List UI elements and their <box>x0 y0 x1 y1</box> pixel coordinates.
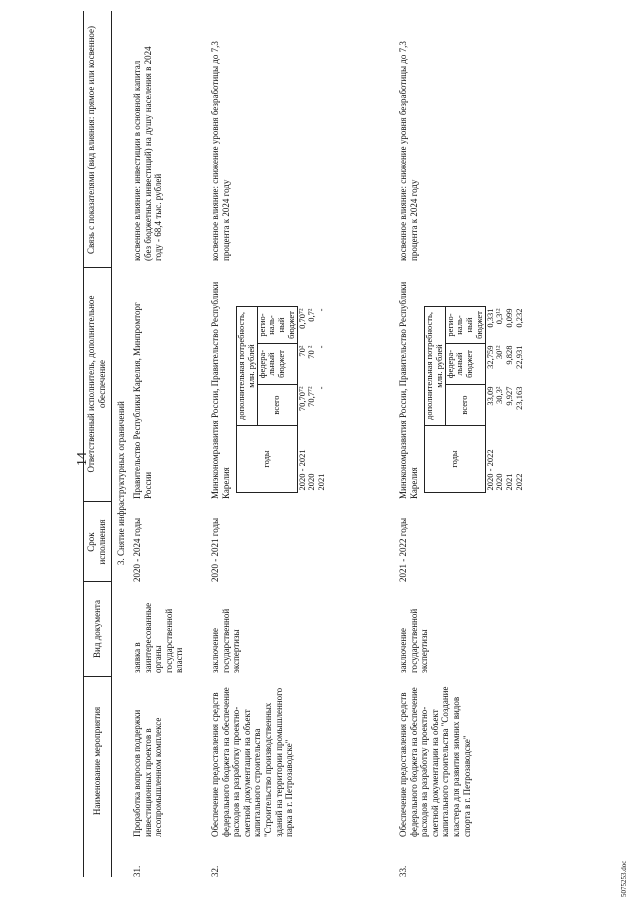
fin-regional: - <box>316 308 327 312</box>
header-name: Наименование мероприятия <box>92 706 102 816</box>
fin-federal: - <box>316 345 327 349</box>
header-doc-type: Вид документа <box>92 600 102 658</box>
fin-regional-header: регио- наль- ный бюджет <box>257 307 297 344</box>
footer-code: 5075253.doc <box>620 860 628 897</box>
fin-regional: 0,099 <box>504 308 515 328</box>
fin-total: - <box>316 386 327 390</box>
row-31-link: косвенное влияние: инвестиции в основной капитал (без бюджетных инвестиций) на душу населения в 2024 году - 68,4 тыс. рублей <box>132 46 164 261</box>
fin-total: 70,70⁷² <box>296 386 307 412</box>
fin-total: 30,3² <box>494 386 505 404</box>
table-row <box>307 307 317 493</box>
row-33-name: Обеспечение предоставления средств федерального бюджета на обеспечение расходов на разработку проектно-сметной документации на объект капитального строительства "Создание кластера для развития зимних видов спорта в г. Петрозаводске" <box>398 686 472 837</box>
header-executor: Ответственный исполнитель, дополнительное обеспечение <box>86 295 107 473</box>
fin-years-header: годы <box>237 426 298 493</box>
fin-regional: 0,7² <box>306 308 317 322</box>
header-bottom-border <box>111 11 112 877</box>
fin-total-header: всего <box>257 385 297 426</box>
fin-total-header: всего <box>445 385 485 426</box>
fin-federal: 9,828 <box>504 345 515 365</box>
row-33-term: 2021 - 2022 годы <box>398 517 408 582</box>
row-32-link: косвенное влияние: снижение уровня безработицы до 7,3 процента к 2024 году <box>210 41 231 261</box>
fin-total: 9,927 <box>504 386 515 406</box>
row-33-number: 33. <box>398 865 408 877</box>
fin-federal-header: федера- льный бюджет <box>445 344 485 385</box>
fin-regional: 0,70⁷² <box>296 308 307 329</box>
fin-total: 70,7⁷² <box>306 386 317 407</box>
fin-year: 2020 <box>494 473 505 491</box>
fin-federal: 32,759 <box>484 345 495 369</box>
row-31-term: 2020 - 2024 годы <box>132 517 142 582</box>
fin-total: 23,163 <box>513 386 524 410</box>
header-link: Связь с показателями (вид влияния: прямое или косвенное) <box>86 25 96 255</box>
table-row <box>515 307 525 493</box>
fin-regional: 0,3¹² <box>494 308 505 325</box>
row-31-name: Проработка вопросов поддержки инвестиционных проектов в лесопромышленном комплексе <box>132 709 164 837</box>
fin-year: 2020 - 2022 <box>484 449 495 491</box>
row-32-term: 2020 - 2021 годы <box>210 517 220 582</box>
row-32-number: 32. <box>210 865 220 877</box>
row-31-number: 31. <box>132 865 142 877</box>
section-title: 3. Снятие инфраструктурных ограничений <box>116 401 126 565</box>
fin-regional-header: регио- наль- ный бюджет <box>445 307 485 344</box>
fin-regional: 0,232 <box>513 308 524 328</box>
fin-extra-header: дополнительная потребность, млн. рублей <box>237 307 258 426</box>
row-33-executor: Минэкономразвития России, Правительство Республики Карелия <box>398 281 419 499</box>
fin-federal: 70² <box>296 345 307 357</box>
row-31-doc: заявка в заинтересованные органы государственной власти <box>132 602 185 673</box>
fin-extra-header: дополнительная потребность, млн. рублей <box>425 307 446 426</box>
fin-total: 33,09 <box>484 386 495 406</box>
fin-federal-header: федера- льный бюджет <box>257 344 297 385</box>
fin-federal: 30¹² <box>494 345 505 360</box>
row-33-finance-table <box>424 306 525 493</box>
col-divider-2 <box>83 581 111 582</box>
row-33-link: косвенное влияние: снижение уровня безработицы до 7,3 процента к 2024 году <box>398 41 419 261</box>
fin-regional: 0,331 <box>484 308 495 328</box>
page-number: 14 <box>75 452 90 466</box>
col-divider-4 <box>83 267 111 268</box>
fin-year: 2021 <box>316 473 327 491</box>
row-32-executor: Минэкономразвития России, Правительство Республики Карелия <box>210 281 231 499</box>
fin-federal: 22,931 <box>513 345 524 369</box>
fin-years-header: годы <box>425 426 486 493</box>
row-33-doc: заключение государственной экспертизы <box>398 608 430 673</box>
fin-year: 2021 <box>504 473 515 491</box>
header-deadline: Срок исполнения <box>86 519 107 565</box>
table-row <box>317 307 327 493</box>
row-31-executor: Правительство Республики Карелия, Минпромторг России <box>132 302 153 499</box>
table-top-border <box>83 11 84 877</box>
fin-year: 2020 - 2021 <box>296 449 307 491</box>
row-32-name: Обеспечение предоставления средств федерального бюджета на обеспечение расходов на разработку проектно-сметной документации на объект капитального строительства "Строительство производственных зданий на территории промышленного парка в г. Петрозаводске" <box>210 687 295 837</box>
fin-year: 2020 <box>306 473 317 491</box>
fin-year: 2022 <box>513 473 524 491</box>
fin-federal: 70 ² <box>306 345 317 359</box>
row-32-doc: заключение государственной экспертизы <box>210 608 242 673</box>
col-divider-3 <box>83 501 111 502</box>
row-32-finance-table <box>236 306 327 493</box>
